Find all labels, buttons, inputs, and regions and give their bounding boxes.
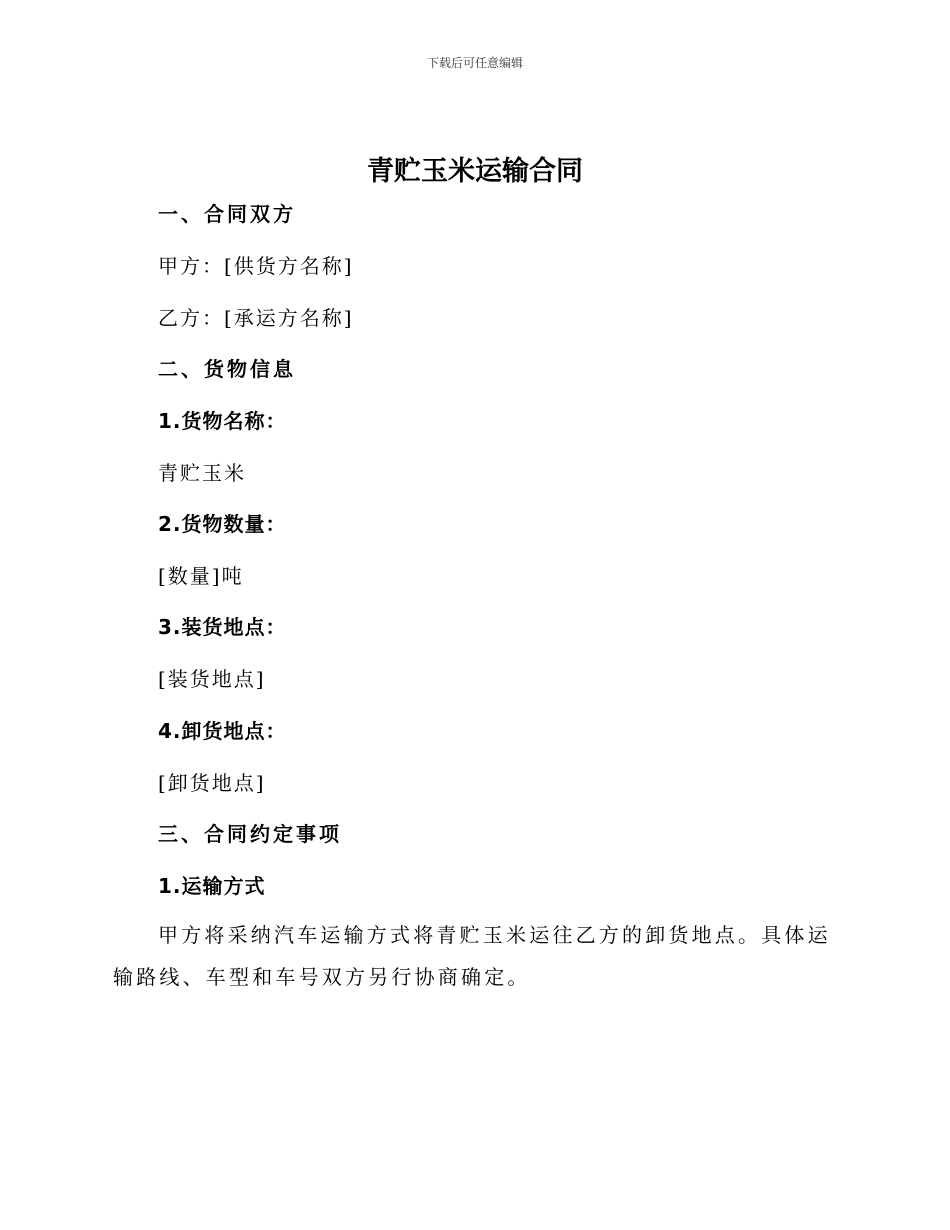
transport-method-paragraph: 甲方将采纳汽车运输方式将青贮玉米运往乙方的卸货地点。具体运输路线、车型和车号双方另行协商确定。 xyxy=(113,923,831,989)
goods-name-label: 1.货物名称： xyxy=(158,409,287,433)
goods-quantity-value: [数量]吨 xyxy=(158,564,244,588)
goods-quantity-label: 2.货物数量： xyxy=(158,512,287,536)
section-heading-terms: 三、合同约定事项 xyxy=(158,822,342,846)
loading-place-label: 3.装货地点： xyxy=(158,615,287,639)
transport-method-label: 1.运输方式 xyxy=(158,874,266,898)
loading-place-value: [装货地点] xyxy=(158,667,266,691)
section-heading-goods: 二、货物信息 xyxy=(158,357,296,381)
unloading-place-label: 4.卸货地点： xyxy=(158,719,287,743)
header-note: 下载后可任意编辑 xyxy=(426,56,523,70)
goods-name-value: 青贮玉米 xyxy=(158,461,246,485)
document-title: 青贮玉米运输合同 xyxy=(367,156,583,187)
party-b-line: 乙方：[承运方名称] xyxy=(158,306,354,330)
party-a-line: 甲方：[供货方名称] xyxy=(158,254,354,278)
unloading-place-value: [卸货地点] xyxy=(158,771,266,795)
section-heading-parties: 一、合同双方 xyxy=(158,202,296,226)
